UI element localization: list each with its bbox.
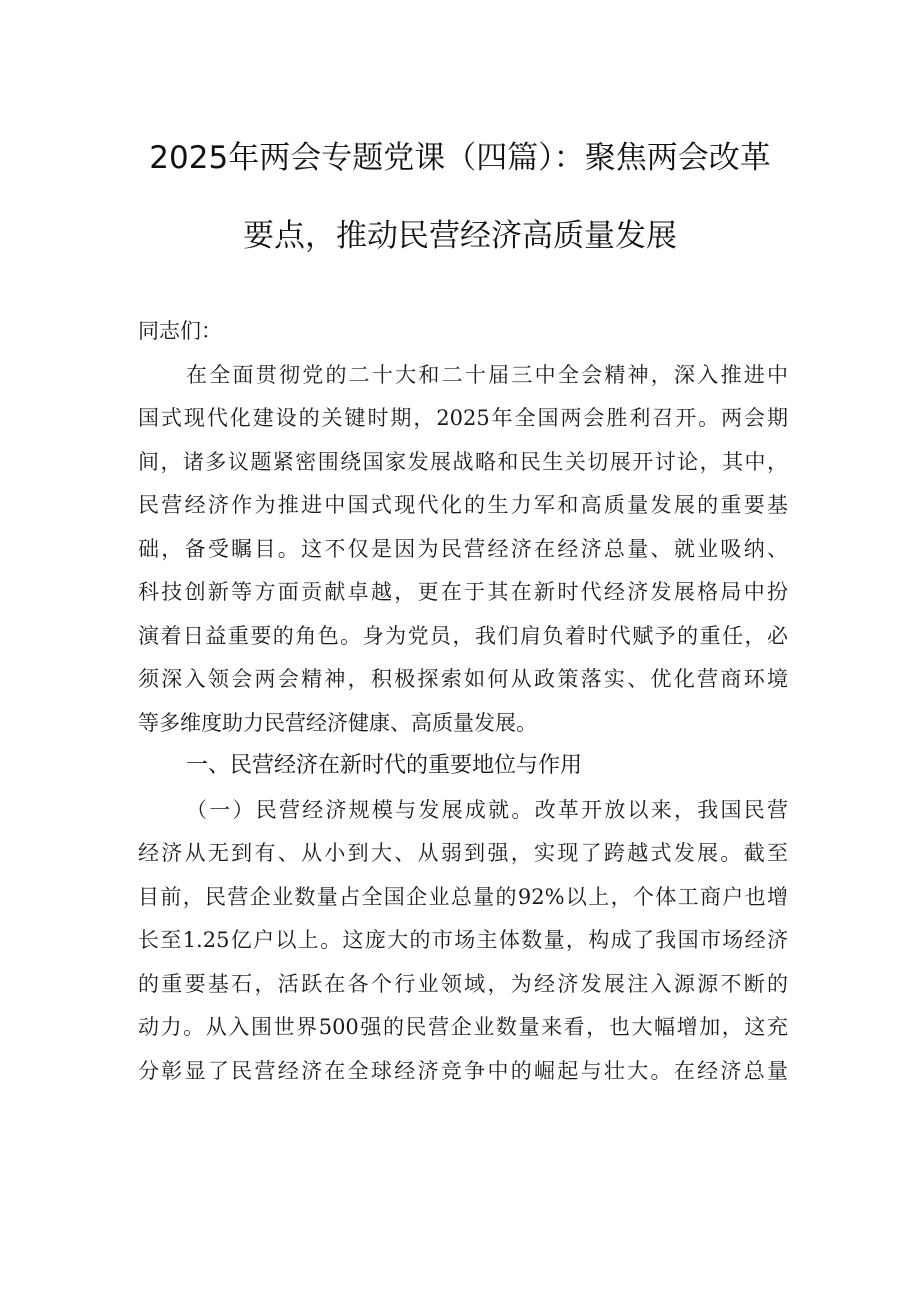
- intro-line: 间，诸多议题紧密围绕国家发展战略和民生关切展开讨论，其中，: [138, 450, 788, 474]
- intro-line: 演着日益重要的角色。身为党员，我们肩负着时代赋予的重任，必: [138, 624, 788, 648]
- body-line: 目前，民营企业数量占全国企业总量的92%以上，个体工商户也增: [138, 885, 788, 909]
- intro-line: 科技创新等方面贡献卓越，更在于其在新时代经济发展格局中扮: [138, 580, 788, 604]
- intro-line: 础，备受瞩目。这不仅是因为民营经济在经济总量、就业吸纳、: [138, 537, 788, 561]
- section-heading: 一、民营经济在新时代的重要地位与作用: [186, 753, 583, 778]
- body-line: 动力。从入围世界500强的民营企业数量来看，也大幅增加，这充: [138, 1015, 788, 1039]
- intro-line: 在全面贯彻党的二十大和二十届三中全会精神，深入推进中: [186, 363, 788, 387]
- body-line: 长至1.25亿户以上。这庞大的市场主体数量，构成了我国市场经济: [138, 928, 788, 952]
- salutation: 同志们：: [138, 319, 222, 343]
- intro-line: 等多维度助力民营经济健康、高质量发展。: [138, 711, 537, 735]
- body-line: 经济从无到有、从小到大、从弱到强，实现了跨越式发展。截至: [138, 841, 788, 865]
- intro-line: 须深入领会两会精神，积极探索如何从政策落实、优化营商环境: [138, 667, 788, 691]
- intro-line: 民营经济作为推进中国式现代化的生力军和高质量发展的重要基: [138, 493, 788, 517]
- document-title-line-1: 2025年两会专题党课（四篇）：聚焦两会改革: [149, 140, 771, 176]
- intro-line: 国式现代化建设的关键时期，2025年全国两会胜利召开。两会期: [138, 406, 788, 430]
- body-line: 分彰显了民营经济在全球经济竞争中的崛起与壮大。在经济总量: [138, 1059, 788, 1083]
- body-line: （一）民营经济规模与发展成就。改革开放以来，我国民营: [186, 798, 788, 822]
- body-line: 的重要基石，活跃在各个行业领域，为经济发展注入源源不断的: [138, 972, 788, 996]
- document-title-line-2: 要点，推动民营经济高质量发展: [243, 218, 677, 254]
